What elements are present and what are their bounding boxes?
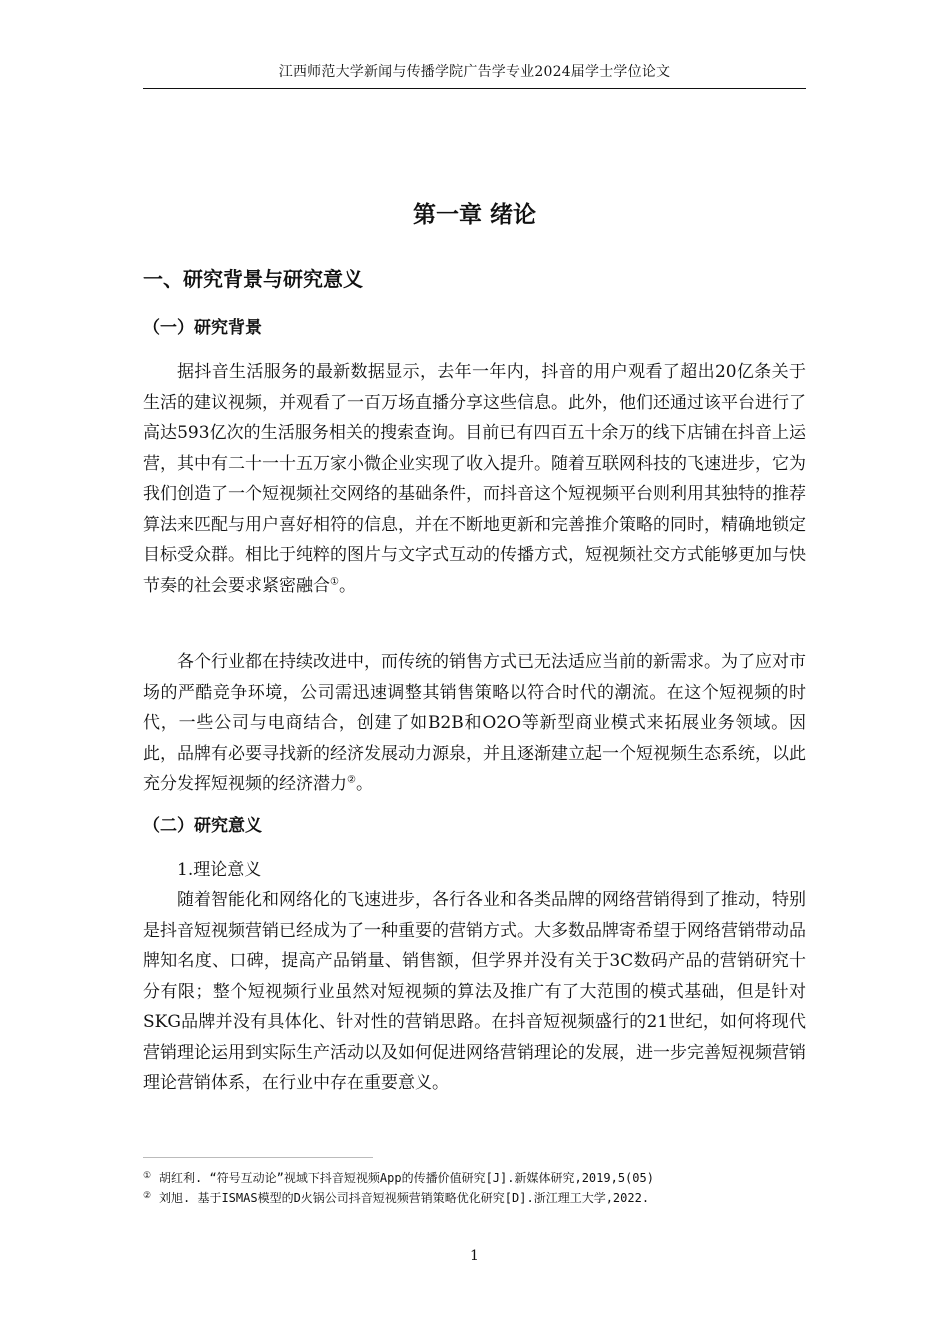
- paragraph-background-2: [143, 647, 806, 800]
- paragraph-end: 。: [338, 575, 356, 596]
- paragraph-text: 据抖音生活服务的最新数据显示，去年一年内，抖音的用户观看了超出20亿条关于生活的建议视频，并观看了一百万场直播分享这些信息。此外，他们还通过该平台进行了高达593亿次的生活服务相关的搜索查询。目前已有四百五十余万的线下店铺在抖音上运营，其中有二十一十五万家小微企业实现了收入提升。随着互联网科技的飞速进步，它为我们创造了一个短视频社交网络的基础条件，而抖音这个短视频平台则利用其独特的推荐算法来匹配与用户喜好相符的信息，并在不断地更新和完善推介策略的同时，精确地锁定目标受众群。相比于纯粹的图片与文字式互动的传播方式，短视频社交方式能够更加与快节奏的社会要求紧密融合: [143, 362, 806, 596]
- footnote-reference[interactable]: ①: [330, 575, 339, 587]
- paragraph-text: 各个行业都在持续改进中，而传统的销售方式已无法适应当前的新需求。为了应对市场的严酷竞争环境，公司需迅速调整其销售策略以符合时代的潮流。在这个短视频的时代，一些公司与电商结合，创建了如B2B和O2O等新型商业模式来拓展业务领域。因此，品牌有必要寻找新的经济发展动力源泉，并且逐渐建立起一个短视频生态系统，以此充分发挥短视频的经济潜力: [143, 652, 806, 794]
- section-heading: 一、研究背景与研究意义: [143, 267, 363, 291]
- chapter-title: 第一章 绪论: [412, 202, 536, 228]
- footnote-reference[interactable]: ②: [347, 774, 356, 786]
- header-divider: [143, 88, 806, 89]
- footnote-1: [143, 1167, 806, 1187]
- footnote-mark: ①: [143, 1171, 152, 1181]
- footnote-text: 胡红利. “符号互动论”视域下抖音短视频App的传播价值研究[J].新媒体研究,2019,5(05): [159, 1171, 654, 1185]
- running-header: 江西师范大学新闻与传播学院广告学专业2024届学士学位论文: [278, 64, 671, 80]
- subsection-heading-significance: （二）研究意义: [143, 816, 262, 836]
- subsection-heading-background: （一）研究背景: [143, 318, 262, 338]
- footnote-mark: ②: [143, 1191, 152, 1201]
- footnote-divider: [143, 1157, 373, 1158]
- paragraph-significance: 随着智能化和网络化的飞速进步，各行各业和各类品牌的网络营销得到了推动，特别是抖音短视频营销已经成为了一种重要的营销方式。大多数品牌寄希望于网络营销带动品牌知名度、口碑，提高产品销量、销售额，但学界并没有关于3C数码产品的营销研究十分有限；整个短视频行业虽然对短视频的算法及推广有了大范围的模式基础，但是针对SKG品牌并没有具体化、针对性的营销思路。在抖音短视频盛行的21世纪，如何将现代营销理论运用到实际生产活动以及如何促进网络营销理论的发展，进一步完善短视频营销理论营销体系，在行业中存在重要意义。: [143, 890, 806, 1093]
- page-number: 1: [470, 1248, 479, 1264]
- paragraph-end: 。: [355, 774, 373, 794]
- footnote-text: 刘旭. 基于ISMAS模型的D火锅公司抖音短视频营销策略优化研究[D].浙江理工大学,2022.: [159, 1191, 650, 1205]
- footnote-2: [143, 1187, 806, 1207]
- paragraph-background-1: [143, 357, 806, 601]
- item-label-theoretical: 1.理论意义: [177, 860, 262, 880]
